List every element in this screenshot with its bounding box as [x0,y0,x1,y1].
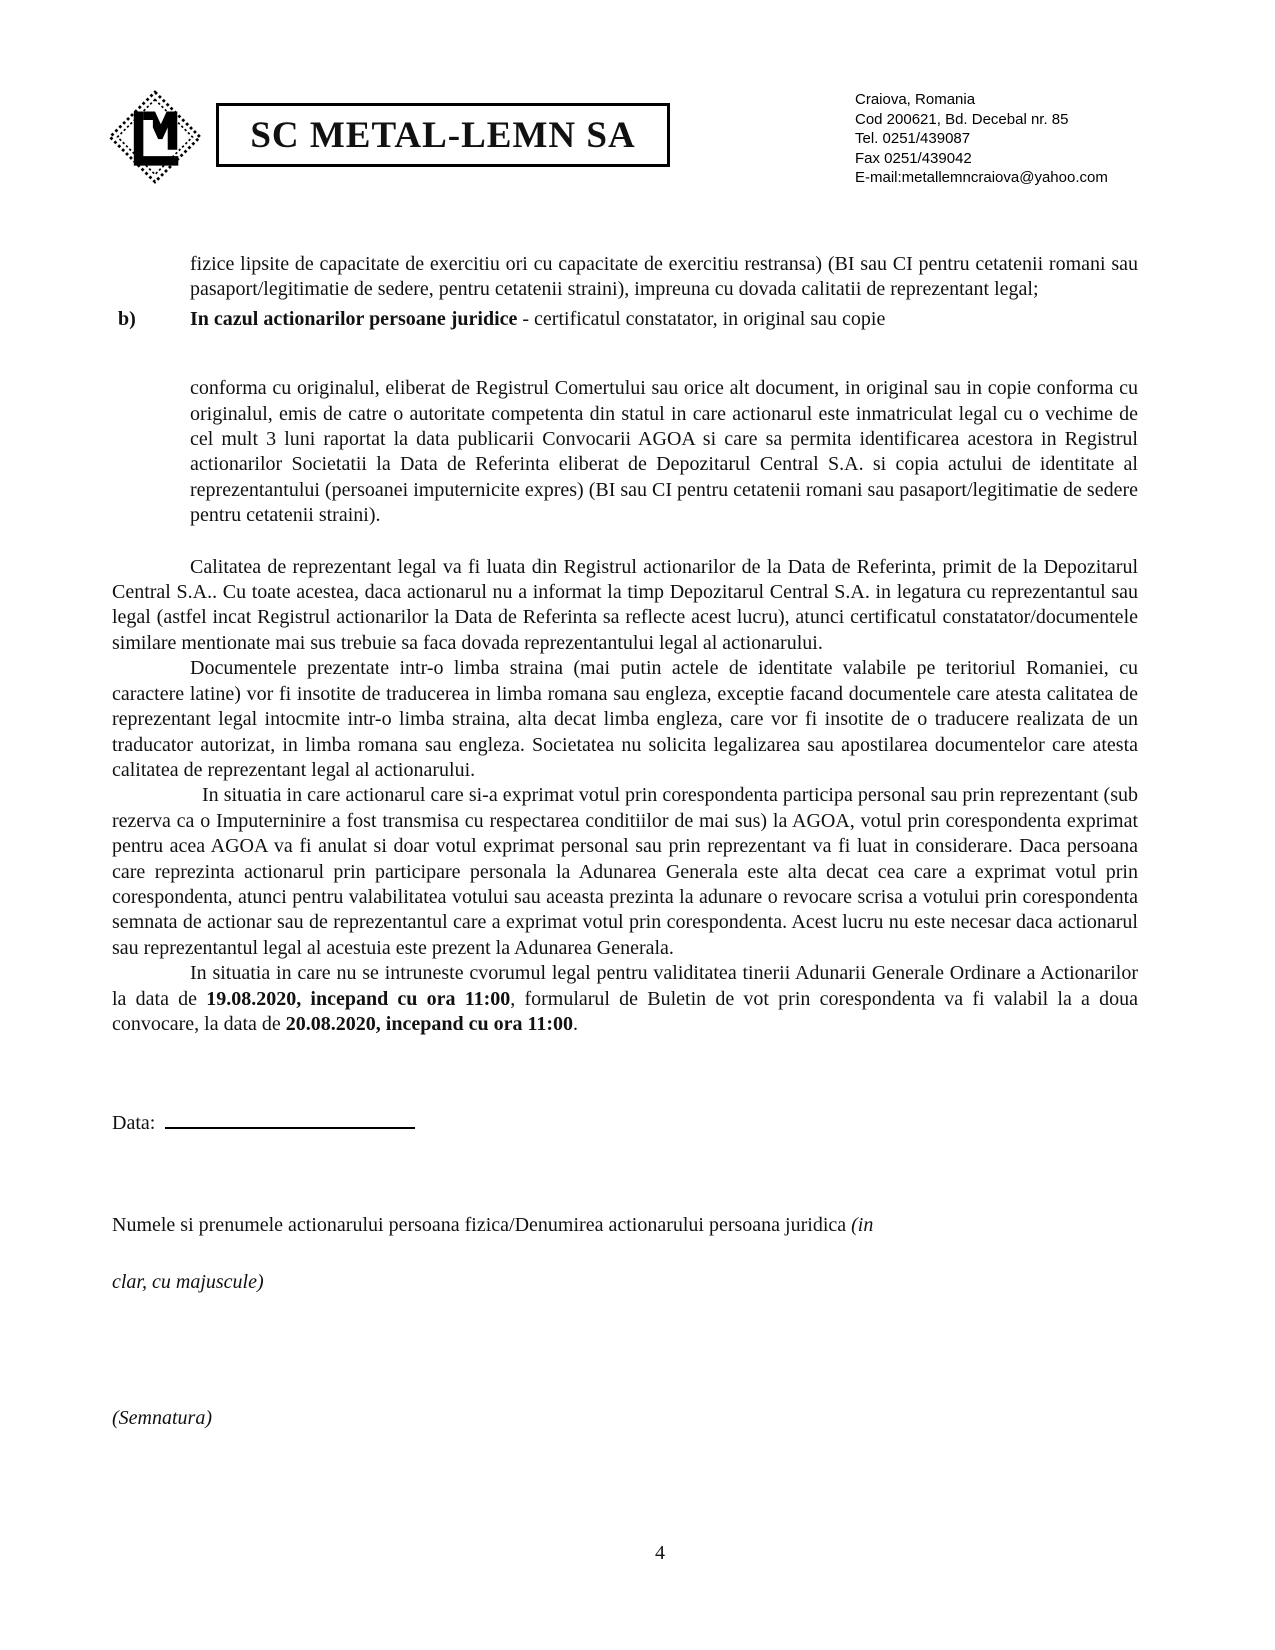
company-name-banner [216,103,670,167]
paragraph-calitatea: Calitatea de reprezentant legal va fi luata din Registrul actionarilor de la Data de Referinta, primit de la Depozitarul Central S.A.. Cu toate acestea, daca actionarul nu a informat la timp Depozitarul Central S.A. in legatura cu reprezentantul sau legal (astfel incat Registrul actionarilor la Data de Referinta sa reflecte acest lucru), atunci certificatul constatator/documentele similare mentionate mai sus trebuie sa faca dovada reprezentantului legal al actionarului. [112,555,1138,654]
contact-phone: Tel. 0251/439087 [855,130,971,147]
page-number: 4 [655,1542,665,1564]
shareholder-name-label-italic: (in [851,1213,874,1236]
cvorum-date-1: 19.08.2020, incepand cu ora 11:00 [206,987,511,1010]
list-item-b [112,307,1138,332]
name-clarification-label: clar, cu majuscule) [112,1271,264,1294]
company-contact-block [855,90,1108,188]
contact-city: Craiova, Romania [855,91,976,108]
document-body [112,252,1138,1431]
date-field-row [112,1109,1138,1136]
cvorum-date-2: 20.08.2020, incepand cu ora 11:00 [285,1012,574,1035]
contact-address: Cod 200621, Bd. Decebal nr. 85 [855,110,1069,128]
cvorum-text-2: , formularul de Buletin de vot prin corespondenta va fi valabil la a doua convocare, la data de [112,987,1138,1035]
paragraph-item-a-continuation: fizice lipsite de capacitate de exercitiu ori cu capacitate de exercitiu restransa) (BI sau CI pentru cetatenii romani sau pasaport/legitimatie de sedere, pentru cetatenii straini), impreuna cu dovada calitatii de reprezentant legal; [190,253,1138,301]
paragraph-documentele: Documentele prezentate intr-o limba straina (mai putin actele de identitate valabile pe teritoriul Romaniei, cu caractere latine) vor fi insotite de traducerea in limba romana sau engleza, exceptie facand documentele care atesta calitatea de reprezentant legal intocmite intr-o limba straina, alta decat limba engleza, care vor fi insotite de o traducere realizata de un traducator autorizat, in limba romana sau engleza. Societatea nu solicita legalizarea sau apostilarea documentelor care atesta calitatea de reprezentant legal al actionarului. [112,657,1138,781]
signature-label: (Semnatura) [112,1406,212,1429]
date-label: Data: [112,1112,156,1135]
list-item-b-bold-text: In cazul actionarilor persoane juridice [190,307,518,330]
cvorum-text-3: . [573,1012,579,1035]
contact-fax: Fax 0251/439042 [855,149,972,167]
company-logo-icon [100,84,210,190]
cvorum-text-1: In situatia in care nu se intruneste cvorumul legal pentru validitatea tinerii Adunarii Generale Ordinare a Actionarilor la data de [112,962,1138,1010]
date-blank-line [165,1109,415,1129]
paragraph-vot-corespondenta: In situatia in care actionarul care si-a exprimat votul prin corespondenta participa personal sau prin reprezentant (sub rezerva ca o Imputerninire a fost transmisa cu respectarea conditiilor de mai sus) la AGOA, votul prin corespondenta exprimat pentru acea AGOA va fi anulat si doar votul exprimat personal sau prin reprezentant va fi luat in considerare. Daca persoana care reprezinta actionarul prin participare personala la Adunarea Generala este alta decat cea care a exprimat votul prin corespondenta, atunci pentru valabilitatea votului sau aceasta prezinta la adunare o revocare scrisa a votului prin corespondenta semnata de actionar sau de reprezentantul care a exprimat votul prin corespondenta. Acest lucru nu este necesar daca actionarul sau reprezentantul legal al acestuia este prezent la Adunarea Generala. [112,784,1138,959]
company-name: SC METAL-LEMN SA [250,114,636,156]
shareholder-name-label: Numele si prenumele actionarului persoana fizica/Denumirea actionarului persoana juridica [112,1213,852,1236]
list-item-b-marker: b) [118,307,136,330]
paragraph-cvorum [112,961,1138,1037]
shareholder-name-row [112,1213,1138,1238]
list-item-b-rest-text: - certificatul constatator, in original sau copie [517,307,886,330]
paragraph-item-b-continuation: conforma cu originalul, eliberat de Registrul Comertului sau orice alt document, in original sau in copie conforma cu originalul, emis de catre o autoritate competenta din statul in care actionarul este inmatriculat legal cu o vechime de cel mult 3 luni raportat la data publicarii Convocarii AGOA si care sa permita identificarea acestora in Registrul actionarilor Societatii la Data de Referinta eliberat de Depozitarul Central S.A. si copia actului de identitate al reprezentantului (persoanei imputernicite expres) (BI sau CI pentru cetatenii romani sau pasaport/legitimatie de sedere pentru cetatenii straini). [190,377,1138,527]
contact-email: E-mail:metallemncraiova@yahoo.com [855,169,1108,186]
